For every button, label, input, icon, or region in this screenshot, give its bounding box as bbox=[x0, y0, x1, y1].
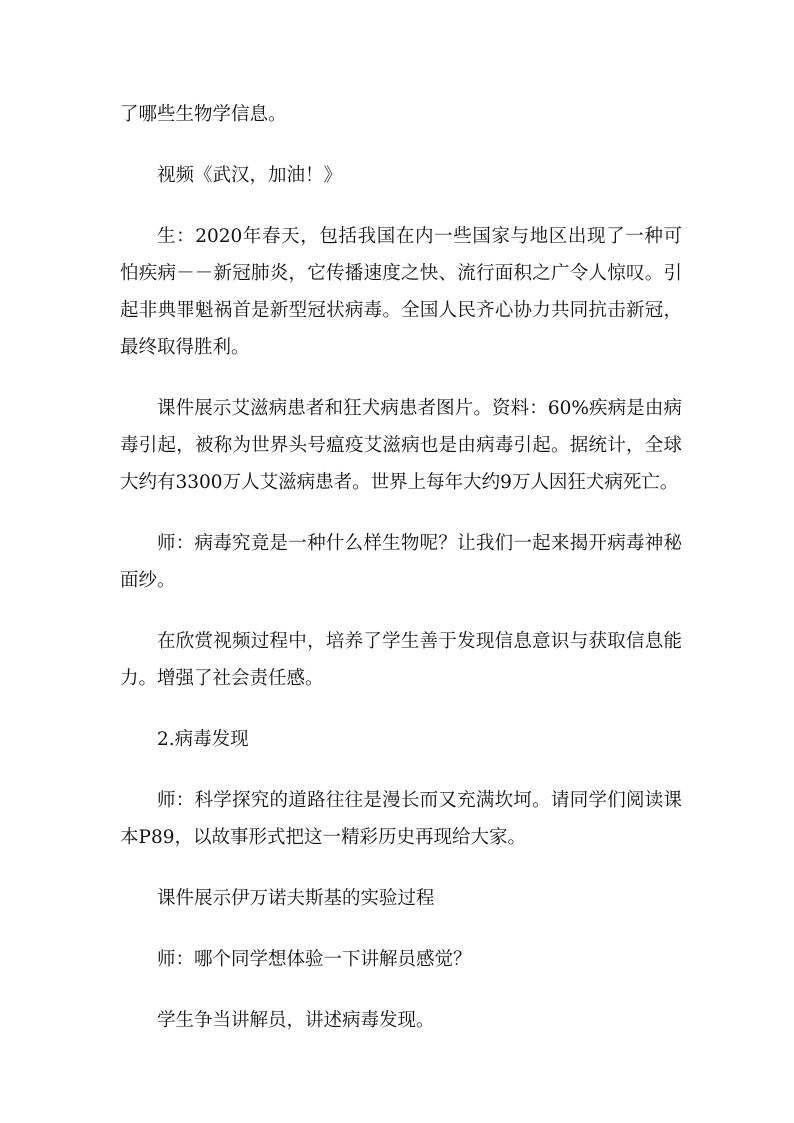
paragraph-courseware-experiment: 课件展示伊万诺夫斯基的实验过程 bbox=[157, 888, 435, 909]
paragraph-design-intent: 在欣赏视频过程中，培养了学生善于发现信息意识与获取信息能力。增强了社会责任感。 bbox=[120, 631, 682, 689]
paragraph-continuation: 了哪些生物学信息。 bbox=[120, 104, 287, 125]
paragraph-teacher-narrator: 师：哪个同学想体验一下讲解员感觉？ bbox=[157, 949, 472, 970]
paragraph-video-title: 视频《武汉，加油！》 bbox=[157, 165, 343, 186]
paragraph-student-covid: 生：2020年春天，包括我国在内一些国家与地区出现了一种可怕疾病－－新冠肺炎，它传播速度之快、流行面积之广令人惊叹。引起非典罪魁祸首是新型冠状病毒。全国人民齐心协力共同抗击新冠，最终取得胜利。 bbox=[120, 226, 682, 358]
paragraph-teacher-reading: 师：科学探究的道路往往是漫长而又充满坎坷。请同学们阅读课本P89，以故事形式把这一精彩历史再现给大家。 bbox=[120, 790, 682, 848]
paragraph-courseware-aids-rabies: 课件展示艾滋病患者和狂犬病患者图片。资料：60%疾病是由病毒引起，被称为世界头号瘟疫艾滋病也是由病毒引起。据统计，全球大约有3300万人艾滋病患者。世界上每年大约9万人因狂犬病死亡。 bbox=[120, 398, 682, 493]
section-heading-virus-discovery: 2.病毒发现 bbox=[157, 729, 249, 750]
paragraph-teacher-question: 师：病毒究竟是一种什么样生物呢？让我们一起来揭开病毒神秘面纱。 bbox=[120, 533, 682, 591]
document-body bbox=[120, 96, 682, 1063]
paragraph-student-narration: 学生争当讲解员，讲述病毒发现。 bbox=[157, 1010, 435, 1031]
